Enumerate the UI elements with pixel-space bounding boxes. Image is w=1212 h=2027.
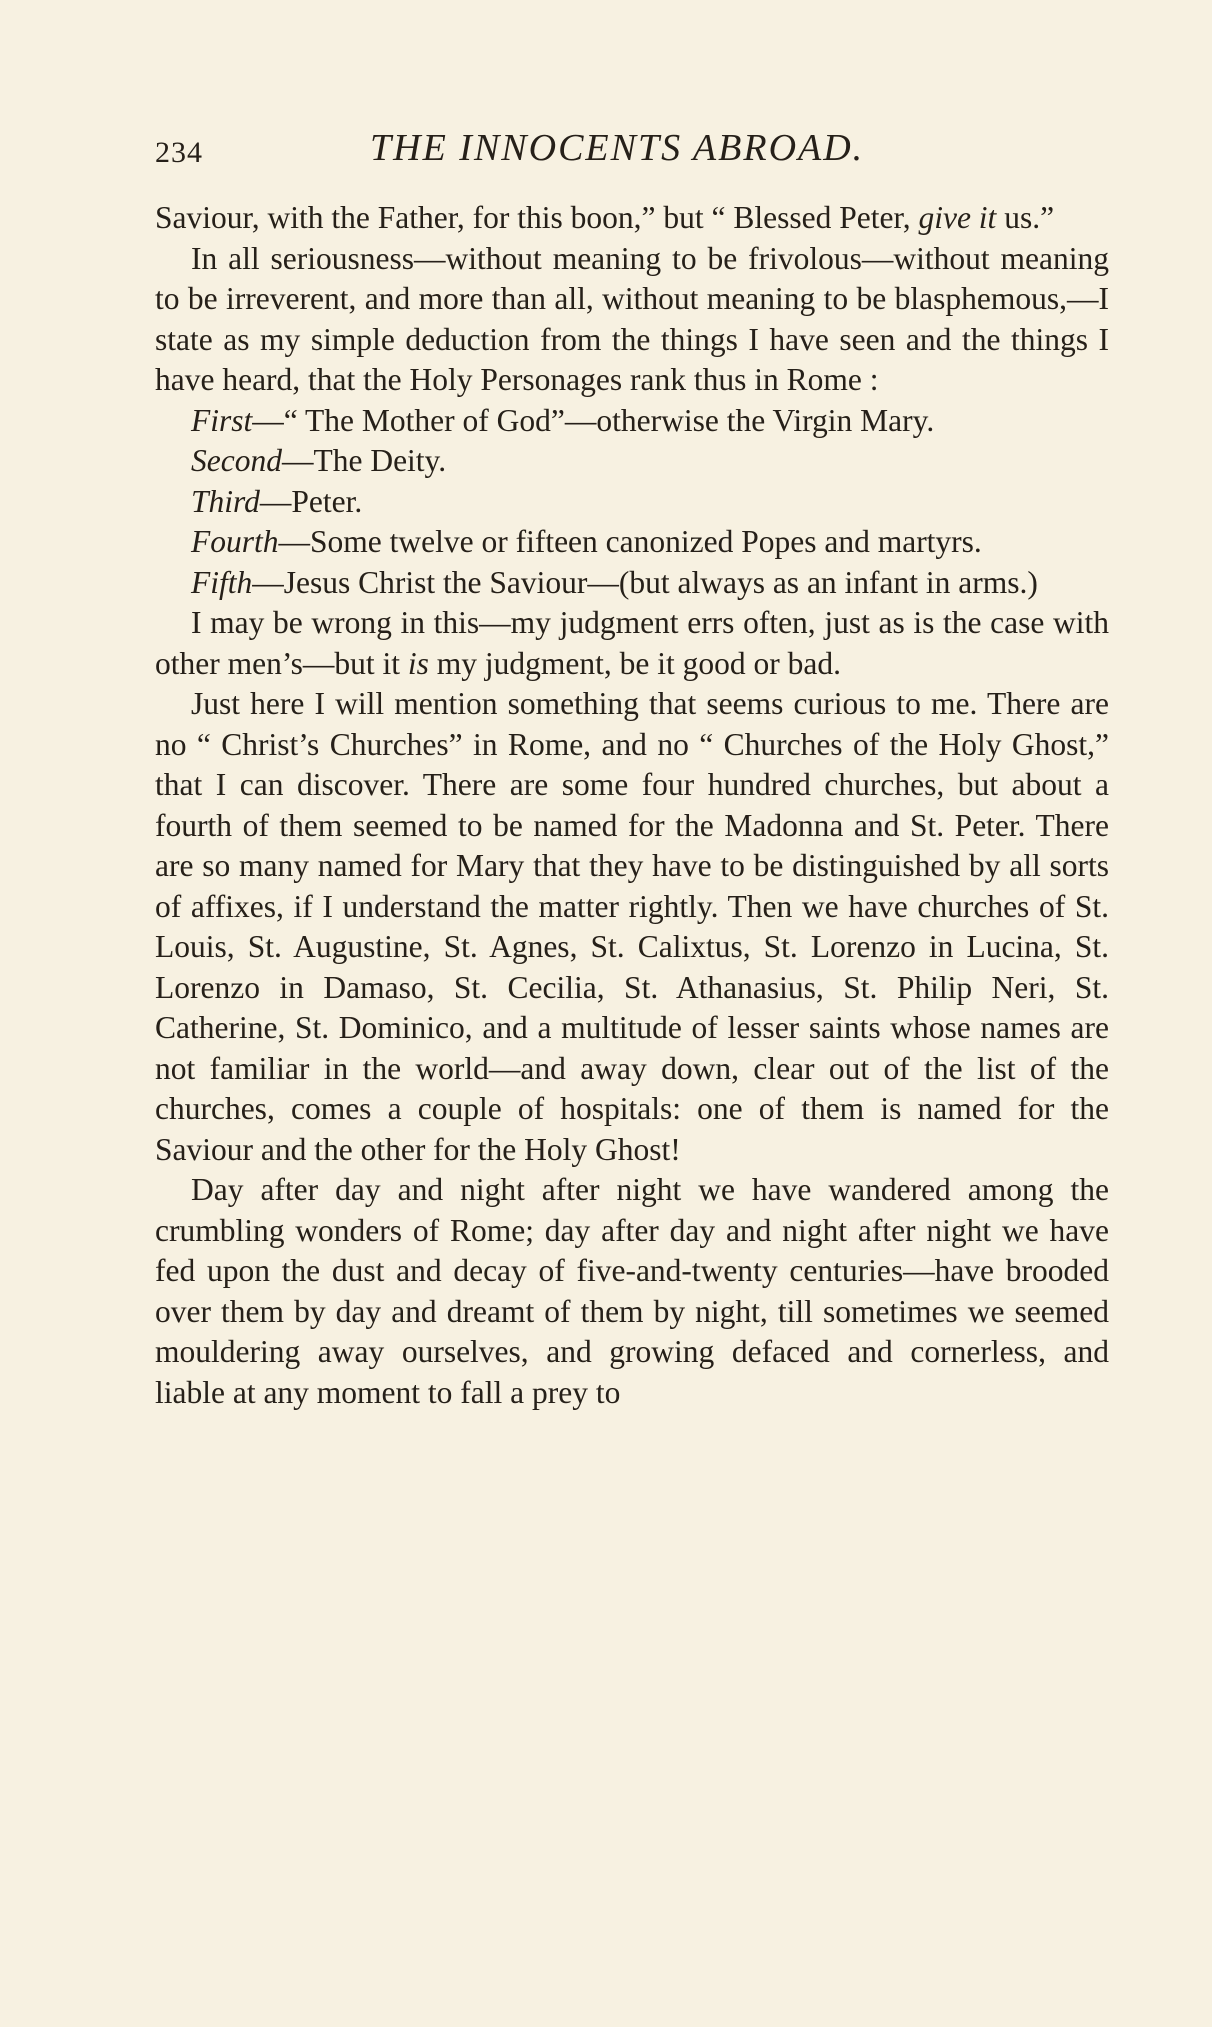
- paragraph-text: Saviour, with the Father, for this boon,” but “ Blessed Peter,: [155, 200, 919, 235]
- ranking-text: —The Deity.: [281, 443, 447, 478]
- ranking-text: —Peter.: [259, 483, 363, 519]
- italic-text: is: [407, 645, 429, 681]
- page-number: 234: [155, 136, 203, 169]
- ranking-text: —Some twelve or fifteen canonized Popes and martyrs.: [278, 524, 982, 559]
- paragraph: Day after day and night after night we have wandered among the crumbling wonders of Rome; day after day and night after night we have fed upon the dust and decay of five-and-twenty centuries—have brooded over them by day and dreamt of them by night, till sometimes we seemed mouldering away ourselves, and growing defaced and cornerless, and liable at any moment to fall a prey to: [155, 1172, 1109, 1410]
- running-title: THE INNOCENTS ABROAD.: [370, 127, 865, 169]
- body-text: [155, 198, 1109, 1413]
- ranking-label: Fifth: [191, 564, 253, 600]
- paragraph: In all seriousness—without meaning to be frivolous—without meaning to be irreverent, and more than all, without meaning to be blasphemous,—I state as my simple deduction from the things I have seen and the things I have heard, that the Holy Personages rank thus in Rome :: [155, 240, 1109, 397]
- ranking-fourth: [155, 522, 1109, 563]
- paragraph: Just here I will mention something that seems curious to me. There are no “ Christ’s Churches” in Rome, and no “ Churches of the Holy Ghost,” that I can discover. There are some four hundred churches, but about a fourth of them seemed to be named for the Madonna and St. Peter. There are so many named for Mary that they have to be distinguished by all sorts of affixes, if I understand the matter rightly. Then we have churches of St. Louis, St. Augustine, St. Agnes, St. Calixtus, St. Lorenzo in Lucina, St. Lorenzo in Damaso, St. Cecilia, St. Athanasius, St. Philip Neri, St. Catherine, St. Dominico, and a multitude of lesser saints whose names are not familiar in the world—and away down, clear out of the list of the churches, comes a couple of hospitals: one of them is named for the Saviour and the other for the Holy Ghost!: [155, 686, 1109, 1167]
- paragraph-text: I may be wrong in this—my judgment errs often, just as is the case with other men’s—but it: [155, 605, 1109, 681]
- paragraph-text: my judgment, be it good or bad.: [428, 645, 841, 681]
- ranking-first: [155, 401, 1109, 442]
- paragraph: [155, 603, 1109, 684]
- ranking-label: Second: [191, 443, 282, 478]
- page-header: [155, 118, 1115, 178]
- ranking-label: First: [191, 402, 253, 438]
- italic-text: give it: [918, 200, 997, 235]
- paragraph-text: us.”: [996, 200, 1055, 235]
- ranking-second: [155, 441, 1109, 482]
- paragraph-continued: [155, 198, 1109, 239]
- ranking-third: [155, 482, 1109, 523]
- ranking-text: —Jesus Christ the Saviour—(but always as an infant in arms.): [252, 564, 1038, 600]
- ranking-text: —“ The Mother of God”—otherwise the Virgin Mary.: [252, 402, 935, 438]
- ranking-label: Fourth: [191, 524, 279, 559]
- ranking-label: Third: [191, 483, 260, 519]
- ranking-fifth: [155, 563, 1109, 604]
